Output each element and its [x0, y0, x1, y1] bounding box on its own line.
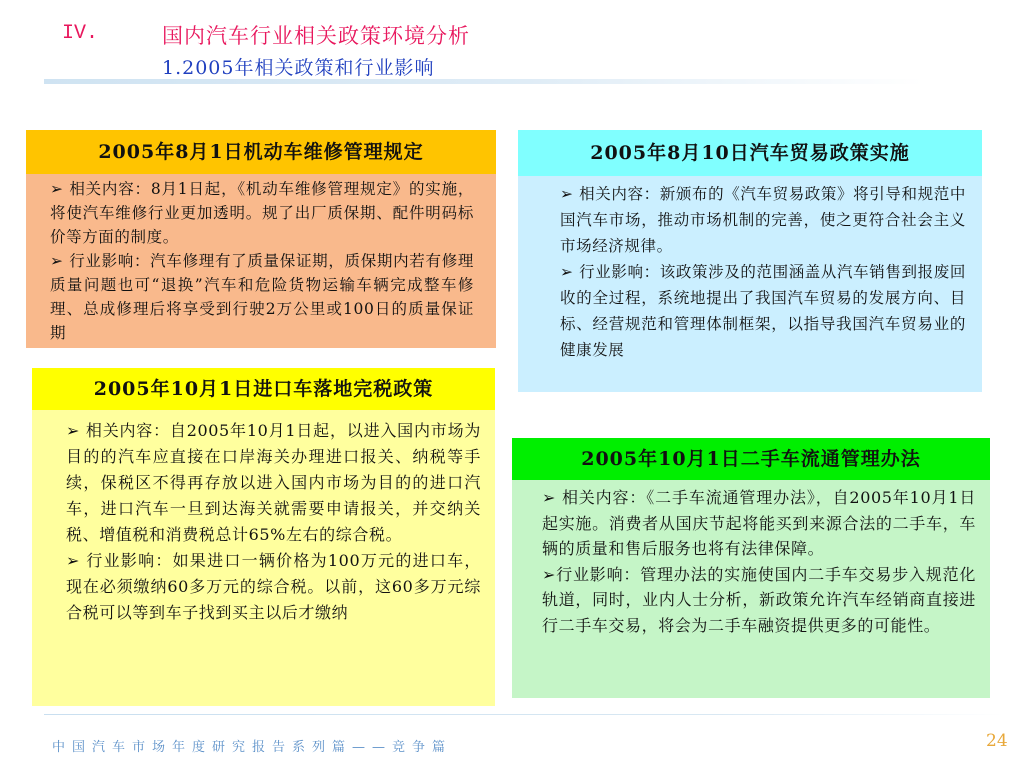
related-content-paragraph: ➢ 相关内容：新颁布的《汽车贸易政策》将引导和规范中国汽车市场，推动市场机制的完善，使之更符合社会主义市场经济规律。	[560, 185, 966, 255]
policy-box-title: 2005年10月1日二手车流通管理办法	[512, 438, 990, 480]
related-content-paragraph: ➢ 相关内容：8月1日起，《机动车维修管理规定》的实施，将使汽车维修行业更加透明。规了出厂质保期、配件明码标价等方面的制度。	[50, 180, 474, 246]
header-divider	[44, 79, 924, 84]
policy-box-title: 2005年8月1日机动车维修管理规定	[26, 130, 496, 174]
policy-box-import-tax	[32, 368, 495, 706]
footer-divider	[44, 714, 1004, 715]
policy-box-title: 2005年10月1日进口车落地完税政策	[32, 368, 495, 410]
page-number: 24	[986, 731, 1008, 751]
policy-box-title: 2005年8月10日汽车贸易政策实施	[518, 130, 982, 176]
policy-box-body	[518, 176, 982, 363]
policy-box-body	[32, 410, 495, 626]
policy-box-body	[512, 480, 990, 638]
industry-impact-paragraph: ➢行业影响：管理办法的实施使国内二手车交易步入规范化轨道，同时，业内人士分析，新政策允许汽车经销商直接进行二手车交易，将会为二手车融资提供更多的可能性。	[542, 564, 976, 635]
footer-series-text: 中国汽车市场年度研究报告系列篇——竞争篇	[52, 740, 453, 755]
policy-box-vehicle-repair	[26, 130, 496, 348]
policy-box-body	[26, 174, 496, 345]
industry-impact-paragraph: ➢ 行业影响：该政策涉及的范围涵盖从汽车销售到报废回收的全过程，系统地提出了我国汽车贸易的发展方向、目标、经营规范和管理体制框架，以指导我国汽车贸易业的健康发展	[560, 263, 966, 359]
related-content-paragraph: ➢ 相关内容：自2005年10月1日起，以进入国内市场为目的的汽车应直接在口岸海关办理进口报关、纳税等手续，保税区不得再存放以进入国内市场为目的的进口汽车，进口汽车一旦到达海关就需要申请报关，并交纳关税、增值税和消费税总计65%左右的综合税。	[66, 421, 481, 544]
page-title: 国内汽车行业相关政策环境分析	[162, 24, 470, 48]
page-subtitle: 1.2005年相关政策和行业影响	[162, 57, 435, 79]
industry-impact-paragraph: ➢ 行业影响：汽车修理有了质量保证期，质保期内若有修理质量问题也可“退换”汽车和危险货物运输车辆完成整车修理、总成修理后将享受到行驶2万公里或100日的质量保证期	[50, 252, 474, 342]
policy-box-used-car	[512, 438, 990, 698]
related-content-paragraph: ➢ 相关内容：《二手车流通管理办法》，自2005年10月1日起实施。消费者从国庆节起将能买到来源合法的二手车，车辆的质量和售后服务也将有法律保障。	[542, 488, 976, 558]
policy-box-auto-trade	[518, 130, 982, 392]
industry-impact-paragraph: ➢ 行业影响：如果进口一辆价格为100万元的进口车，现在必须缴纳60多万元的综合税。以前，这60多万元综合税可以等到车子找到买主以后才缴纳	[66, 551, 481, 622]
section-number: IV.	[62, 22, 99, 45]
